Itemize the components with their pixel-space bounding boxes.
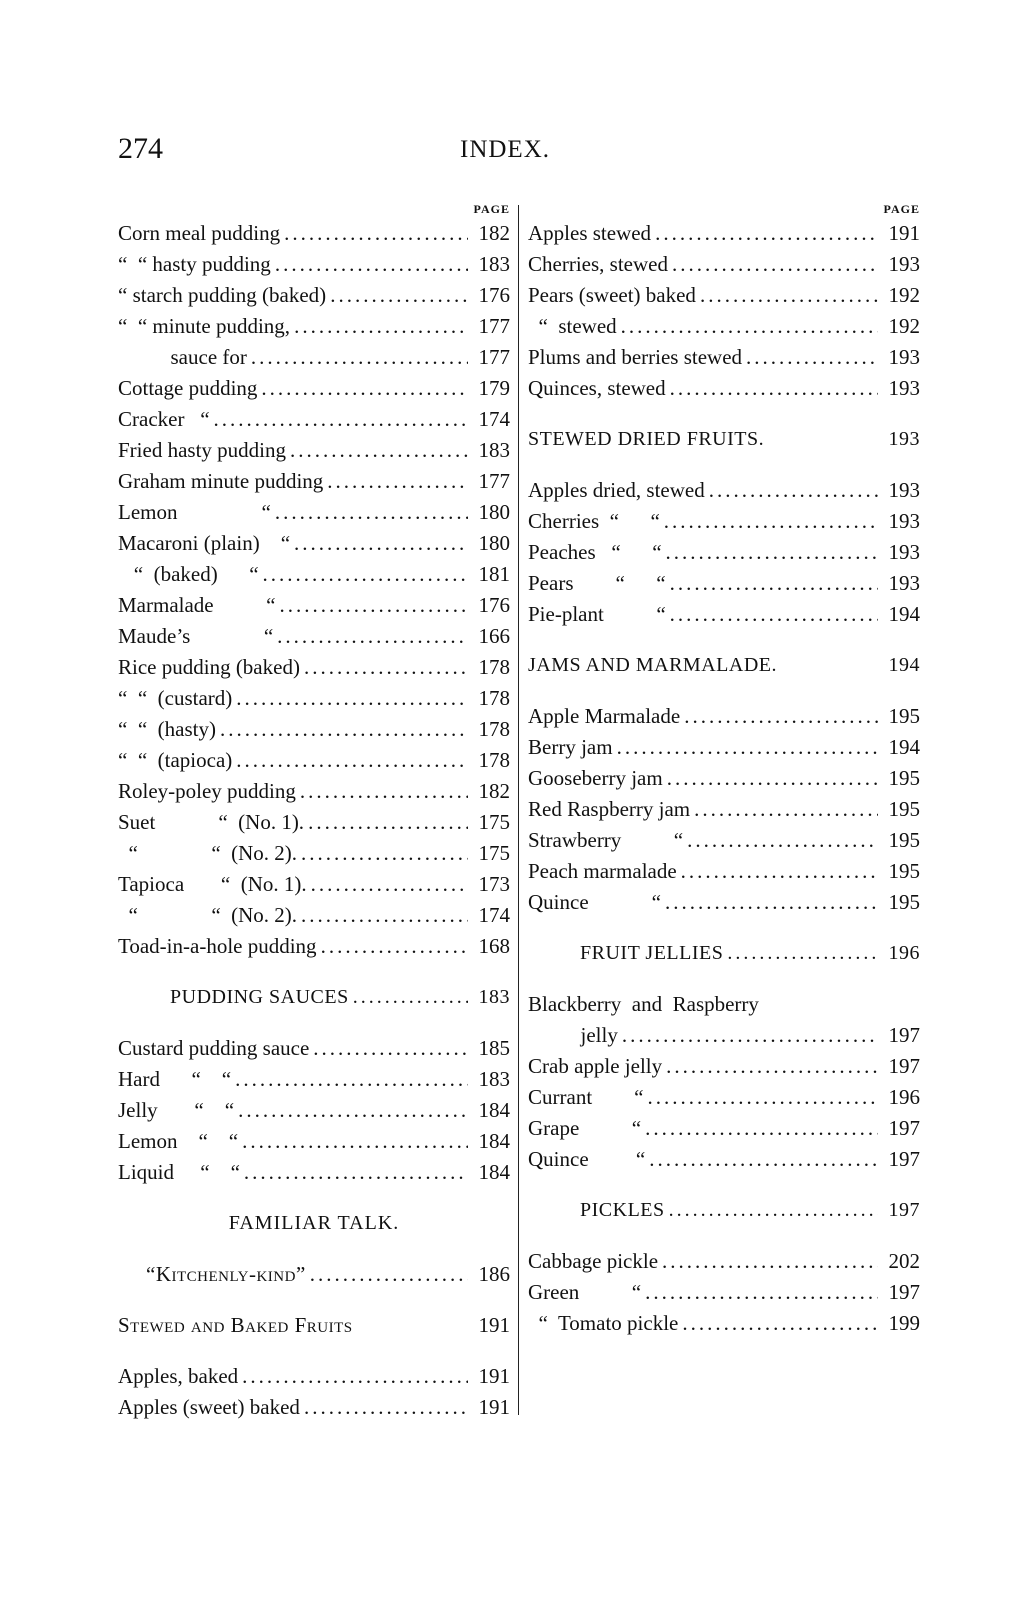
entry-text: “ “ minute pudding, [118, 314, 291, 338]
page-column-label: PAGE [883, 202, 920, 216]
entry-text: “ Tomato pickle [528, 1311, 679, 1335]
entry-page-number: 176 [478, 283, 510, 307]
entry-text: Crab apple jelly [528, 1054, 663, 1078]
entry-group [118, 1361, 510, 1423]
index-entry [528, 537, 920, 568]
index-entry [528, 280, 920, 311]
entry-text: Apples (sweet) baked [118, 1395, 300, 1419]
dot-leader [263, 559, 468, 590]
entry-text: Apples dried, stewed [528, 478, 705, 502]
index-entry [528, 1246, 920, 1277]
entry-page-number: 183 [478, 1067, 510, 1091]
section-heading-jams-marmalade: JAMS AND MARMALADE. 194 [528, 654, 920, 676]
entry-text: Cabbage pickle [528, 1249, 659, 1273]
index-entry [528, 732, 920, 763]
entry-text: Cottage pudding [118, 376, 258, 400]
entry-page-number: 182 [478, 779, 510, 803]
entry-page-number: 193 [888, 540, 920, 564]
index-entry [528, 763, 920, 794]
entry-text: Quinces, stewed [528, 376, 666, 400]
entry-page-number: 177 [478, 469, 510, 493]
index-entry [528, 373, 920, 404]
entry-text: “ “ hasty pudding [118, 252, 271, 276]
index-entry [528, 1277, 920, 1308]
entry-page-number: 194 [888, 602, 920, 626]
dot-leader [220, 714, 468, 745]
dot-leader [684, 701, 878, 732]
index-entry [528, 887, 920, 918]
dot-leader [313, 1033, 468, 1064]
entry-text: Lemon “ [118, 500, 271, 524]
entry-page-number: 185 [478, 1036, 510, 1060]
entry-text: “ stewed [528, 314, 617, 338]
page-column-label: PAGE [473, 202, 510, 216]
dot-leader [214, 404, 468, 435]
section-heading-pudding-sauces: PUDDING SAUCES ..... 183 [118, 982, 510, 1013]
dot-leader [301, 838, 468, 869]
index-entry [118, 528, 510, 559]
dot-leader [670, 568, 878, 599]
index-entry [528, 311, 920, 342]
dot-leader [700, 280, 878, 311]
index-entry [118, 745, 510, 776]
index-entry [118, 559, 510, 590]
dot-leader [308, 807, 468, 838]
right-column [528, 200, 920, 1339]
dot-leader [251, 342, 468, 373]
entry-text: “ “ (tapioca) [118, 748, 233, 772]
section-heading-fruit-jellies: FRUIT JELLIES ..... 196 [528, 938, 920, 969]
entry-page-number: 193 [888, 478, 920, 502]
dot-leader [242, 1126, 468, 1157]
entry-page-number: 182 [478, 221, 510, 245]
index-entry-text: Blackberry and Raspberry [528, 992, 759, 1016]
dot-leader [667, 763, 878, 794]
index-entry [118, 342, 510, 373]
dot-leader [327, 466, 468, 497]
entry-text: Pie-plant “ [528, 602, 666, 626]
entry-page-number: 174 [478, 903, 510, 927]
entry-text: Apple Marmalade [528, 704, 681, 728]
dot-leader [290, 435, 468, 466]
index-entry [528, 794, 920, 825]
entry-text: Lemon “ “ [118, 1129, 239, 1153]
entry-text: Cherries “ “ [528, 509, 660, 533]
index-entry [118, 435, 510, 466]
entry-text: “ “ (hasty) [118, 717, 216, 741]
dot-leader [238, 1095, 468, 1126]
dot-leader [670, 599, 878, 630]
entry-text: Macaroni (plain) “ [118, 531, 291, 555]
entry-text: Toad-in-a-hole pudding [118, 934, 317, 958]
entry-page-number: 199 [888, 1311, 920, 1335]
entry-page-number: 178 [478, 717, 510, 741]
index-entry [528, 599, 920, 630]
entry-text: Red Raspberry jam [528, 797, 691, 821]
entry-page-number: 179 [478, 376, 510, 400]
entry-text: Plums and berries stewed [528, 345, 743, 369]
dot-leader [649, 1144, 878, 1175]
section-heading-familiar-talk: FAMILIAR TALK. [228, 1212, 400, 1234]
entry-text: Liquid “ “ [118, 1160, 240, 1184]
index-entry [118, 497, 510, 528]
entry-page-number: 195 [888, 890, 920, 914]
entry-text: Hard “ “ [118, 1067, 232, 1091]
entry-page-number: 193 [888, 509, 920, 533]
dot-leader [621, 311, 878, 342]
page-number: 274 [118, 132, 163, 165]
entry-page-number: 195 [888, 797, 920, 821]
entry-page-number: 194 [888, 735, 920, 759]
entry-page-number: 184 [478, 1129, 510, 1153]
dot-leader [244, 1157, 468, 1188]
dot-leader [275, 249, 468, 280]
entry-text: Cherries, stewed [528, 252, 668, 276]
left-column [118, 200, 510, 1423]
dot-leader [617, 732, 878, 763]
entry-page-number: 195 [888, 828, 920, 852]
entry-text: Marmalade “ [118, 593, 276, 617]
entry-page-number: 168 [478, 934, 510, 958]
entry-text: Cracker “ [118, 407, 210, 431]
entry-text: Pears (sweet) baked [528, 283, 696, 307]
entry-text: Quince “ [528, 890, 661, 914]
dot-leader [662, 1246, 878, 1277]
dot-leader [304, 652, 468, 683]
entry-page-number: 173 [478, 872, 510, 896]
dot-leader [647, 1082, 878, 1113]
dot-leader [284, 218, 468, 249]
dot-leader [294, 528, 468, 559]
entry-page-number: 196 [888, 1085, 920, 1109]
entry-group [528, 475, 920, 630]
index-entry [118, 807, 510, 838]
section-heading-stewed-dried-fruits: STEWED DRIED FRUITS. 193 [528, 428, 920, 450]
entry-page-number: 193 [888, 376, 920, 400]
dot-leader [261, 373, 468, 404]
entry-text: Gooseberry jam [528, 766, 663, 790]
index-entry [118, 249, 510, 280]
index-entry [118, 714, 510, 745]
dot-leader [301, 900, 468, 931]
index-entry [118, 1361, 510, 1392]
index-entry [118, 373, 510, 404]
index-entry [118, 652, 510, 683]
dot-leader [279, 590, 468, 621]
dot-leader [687, 825, 878, 856]
entry-group [528, 1246, 920, 1339]
index-entry [118, 1095, 510, 1126]
index-entry [528, 1082, 920, 1113]
entry-page-number: 191 [478, 1395, 510, 1419]
entry-page-number: 184 [478, 1098, 510, 1122]
dot-leader [236, 745, 468, 776]
index-entry [118, 621, 510, 652]
index-entry [118, 683, 510, 714]
page-title: INDEX. [460, 136, 551, 163]
dot-leader [709, 475, 878, 506]
entry-page-number: 180 [478, 500, 510, 524]
dot-leader [304, 1392, 468, 1423]
entry-page-number: 193 [888, 252, 920, 276]
entry-text: Custard pudding sauce [118, 1036, 310, 1060]
dot-leader [746, 342, 878, 373]
index-entry [528, 825, 920, 856]
entry-page-number: 192 [888, 283, 920, 307]
running-header [0, 132, 1035, 172]
index-entry [528, 1113, 920, 1144]
entry-page-number: 176 [478, 593, 510, 617]
section-heading-stewed-baked-fruits: Stewed and Baked Fruits 191 [118, 1313, 510, 1337]
dot-leader [235, 1064, 468, 1095]
dot-leader [236, 683, 468, 714]
entry-page-number: 177 [478, 345, 510, 369]
entry-page-number: 195 [888, 766, 920, 790]
dot-leader [655, 218, 878, 249]
dot-leader [645, 1113, 878, 1144]
index-entry [528, 1051, 920, 1082]
dot-leader [665, 887, 878, 918]
dot-leader [294, 311, 468, 342]
entry-text: Corn meal pudding [118, 221, 281, 245]
entry-group [118, 1033, 510, 1188]
dot-leader [664, 506, 878, 537]
entry-text: Rice pudding (baked) [118, 655, 300, 679]
entry-page-number: 197 [888, 1116, 920, 1140]
entry-group [528, 701, 920, 918]
entry-page-number: 197 [888, 1280, 920, 1304]
entry-text: “ “ (custard) [118, 686, 233, 710]
entry-page-number: 197 [888, 1023, 920, 1047]
dot-leader [666, 1051, 878, 1082]
entry-text: Suet “ (No. 1). [118, 810, 305, 834]
entry-text: Currant “ [528, 1085, 644, 1109]
dot-leader [622, 1020, 878, 1051]
entry-page-number: 180 [478, 531, 510, 555]
dot-leader [670, 373, 878, 404]
entry-text: Green “ [528, 1280, 642, 1304]
index-entry [528, 342, 920, 373]
index-entry [528, 1020, 920, 1051]
index-entry [118, 1064, 510, 1095]
entry-group [118, 218, 510, 962]
dot-leader [666, 537, 878, 568]
entry-text: Grape “ [528, 1116, 642, 1140]
index-entry [118, 280, 510, 311]
column-divider [518, 205, 519, 1415]
index-entry [118, 466, 510, 497]
entry-page-number: 184 [478, 1160, 510, 1184]
dot-leader [681, 856, 878, 887]
entry-page-number: 183 [478, 438, 510, 462]
entry-page-number: 178 [478, 748, 510, 772]
entry-page-number: 193 [888, 345, 920, 369]
entry-page-number: 191 [888, 221, 920, 245]
dot-leader [242, 1361, 468, 1392]
dot-leader [330, 280, 468, 311]
index-entry [528, 1308, 920, 1339]
index-entry [118, 404, 510, 435]
index-entry [528, 506, 920, 537]
entry-group [528, 218, 920, 404]
dot-leader [682, 1308, 878, 1339]
entry-page-number: 166 [478, 624, 510, 648]
index-entry [528, 218, 920, 249]
dot-leader [277, 621, 468, 652]
dot-leader [672, 249, 878, 280]
entry-text: Roley-poley pudding [118, 779, 296, 803]
entry-text: Maude’s “ [118, 624, 274, 648]
index-entry [118, 931, 510, 962]
index-entry [118, 1392, 510, 1423]
index-entry [528, 568, 920, 599]
entry-page-number: 195 [888, 704, 920, 728]
entry-page-number: 195 [888, 859, 920, 883]
entry-page-number: 177 [478, 314, 510, 338]
entry-page-number: 197 [888, 1147, 920, 1171]
entry-page-number: 175 [478, 841, 510, 865]
index-entry [528, 701, 920, 732]
entry-text: Peach marmalade [528, 859, 677, 883]
index-entry [118, 900, 510, 931]
section-heading-pickles: PICKLES ..... 197 [528, 1195, 920, 1226]
index-entry [528, 1144, 920, 1175]
index-entry [528, 856, 920, 887]
entry-text: Apples, baked [118, 1364, 239, 1388]
entry-text: Quince “ [528, 1147, 646, 1171]
entry-page-number: 202 [888, 1249, 920, 1273]
entry-kitchenly-kind: “Kitchenly-kind” ..... 186 [118, 1259, 510, 1290]
entry-text: Apples stewed [528, 221, 652, 245]
entry-text: Peaches “ “ [528, 540, 662, 564]
entry-text: jelly [528, 1023, 618, 1047]
entry-page-number: 175 [478, 810, 510, 834]
entry-page-number: 178 [478, 655, 510, 679]
index-entry [118, 590, 510, 621]
entry-text: Pears “ “ [528, 571, 666, 595]
dot-leader [694, 794, 878, 825]
entry-text: “ “ (No. 2). [118, 841, 298, 865]
entry-page-number: 197 [888, 1054, 920, 1078]
entry-text: “ (baked) “ [118, 562, 259, 586]
index-entry [118, 311, 510, 342]
index-entry [118, 1126, 510, 1157]
entry-page-number: 193 [888, 571, 920, 595]
entry-page-number: 183 [478, 252, 510, 276]
entry-text: Berry jam [528, 735, 613, 759]
entry-page-number: 174 [478, 407, 510, 431]
entry-text: “ starch pudding (baked) [118, 283, 327, 307]
index-entry [118, 1033, 510, 1064]
index-entry [118, 869, 510, 900]
entry-text: Strawberry “ [528, 828, 684, 852]
index-entry [118, 218, 510, 249]
index-entry [118, 838, 510, 869]
dot-leader [300, 776, 468, 807]
entry-text: “ “ (No. 2). [118, 903, 298, 927]
index-entry [528, 249, 920, 280]
entry-page-number: 191 [478, 1364, 510, 1388]
entry-text: Tapioca “ (No. 1). [118, 872, 307, 896]
entry-page-number: 181 [478, 562, 510, 586]
entry-text: Fried hasty pudding [118, 438, 286, 462]
entry-page-number: 192 [888, 314, 920, 338]
dot-leader [275, 497, 468, 528]
entry-text: Graham minute pudding [118, 469, 324, 493]
entry-page-number: 178 [478, 686, 510, 710]
index-entry [118, 776, 510, 807]
entry-text: sauce for [118, 345, 247, 369]
dot-leader [321, 931, 468, 962]
dot-leader [645, 1277, 878, 1308]
entry-group [528, 1020, 920, 1175]
dot-leader [311, 869, 468, 900]
index-entry [528, 475, 920, 506]
index-entry [118, 1157, 510, 1188]
entry-text: Jelly “ “ [118, 1098, 235, 1122]
